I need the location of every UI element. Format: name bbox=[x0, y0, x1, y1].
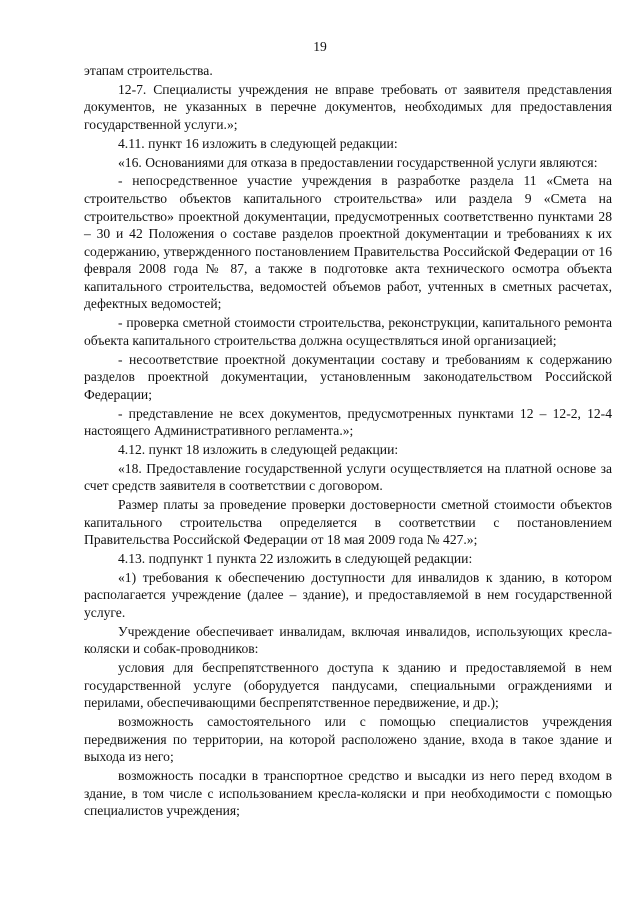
paragraph: 12-7. Специалисты учреждения не вправе требовать от заявителя представления документов, не указанных в перечне документов, необходимых для предоставления государственной услуги.»; bbox=[84, 81, 612, 132]
list-item: - непосредственное участие учреждения в разработке раздела 11 «Смета на строительство объектов капитального строительства» или раздела 9 «Смета на строительство» проектной документации, предусмотренных соответственно пунктами 28 – 30 и 42 Положения о составе разделов проектной документации и требованиях к их содержанию, утвержденного постановлением Правительства Российской Федерации от 16 февраля 2008 года № 87, а также в подготовке акта технического осмотра объекта капитального строительства, ведомостей объемов работ, учтенных в сметных расчетах, дефектных ведомостей; bbox=[84, 173, 612, 312]
paragraph: условия для беспрепятственного доступа к зданию и предоставляемой в нем государственной услуге (оборудуется пандусами, специальными ограждениями и перилами, обеспечивающими беспрепятственное передвижение, и др.); bbox=[84, 660, 612, 711]
list-item: - проверка сметной стоимости строительства, реконструкции, капитального ремонта объекта капитального строительства должна осуществляться иной организацией; bbox=[84, 315, 612, 348]
list-item: - представление не всех документов, предусмотренных пунктами 12 – 12-2, 12-4 настоящего Административного регламента.»; bbox=[84, 405, 612, 439]
list-item: - несоответствие проектной документации составу и требованиям к содержанию разделов проектной документации, установленным законодательством Российской Федерации; bbox=[84, 351, 612, 402]
paragraph: «18. Предоставление государственной услуги осуществляется на платной основе за счет средств заявителя в соответствии с договором. bbox=[84, 460, 612, 494]
paragraph: 4.12. пункт 18 изложить в следующей редакции: bbox=[118, 441, 399, 457]
paragraph: возможность посадки в транспортное средство и высадки из него перед входом в здание, в том числе с использованием кресла-коляски и при необходимости с помощью специалистов учреждения; bbox=[84, 768, 612, 819]
paragraph: 4.11. пункт 16 изложить в следующей редакции: bbox=[118, 135, 398, 151]
paragraph: «1) требования к обеспечению доступности для инвалидов к зданию, в котором располагается учреждение (далее – здание), и предоставляемой в нем государственной услуге. bbox=[84, 569, 612, 621]
paragraph: возможность самостоятельного или с помощью специалистов учреждения передвижения по территории, на которой расположено здание, входа в такое здание и выхода из него; bbox=[84, 714, 612, 765]
page-number: 19 bbox=[313, 39, 327, 54]
paragraph: Размер платы за проведение проверки достоверности сметной стоимости объектов капитального строительства определяется в соответствии с постановлением Правительства Российской Федерации от 18 мая 2009 года № 427.»; bbox=[84, 497, 612, 548]
document-body bbox=[84, 62, 612, 821]
paragraph: «16. Основаниями для отказа в предоставлении государственной услуги являются: bbox=[118, 154, 598, 170]
paragraph: этапам строительства. bbox=[84, 63, 213, 78]
paragraph: 4.13. подпункт 1 пункта 22 изложить в следующей редакции: bbox=[118, 551, 473, 567]
paragraph: Учреждение обеспечивает инвалидам, включая инвалидов, использующих кресла-коляски и собак-проводников: bbox=[84, 623, 612, 657]
